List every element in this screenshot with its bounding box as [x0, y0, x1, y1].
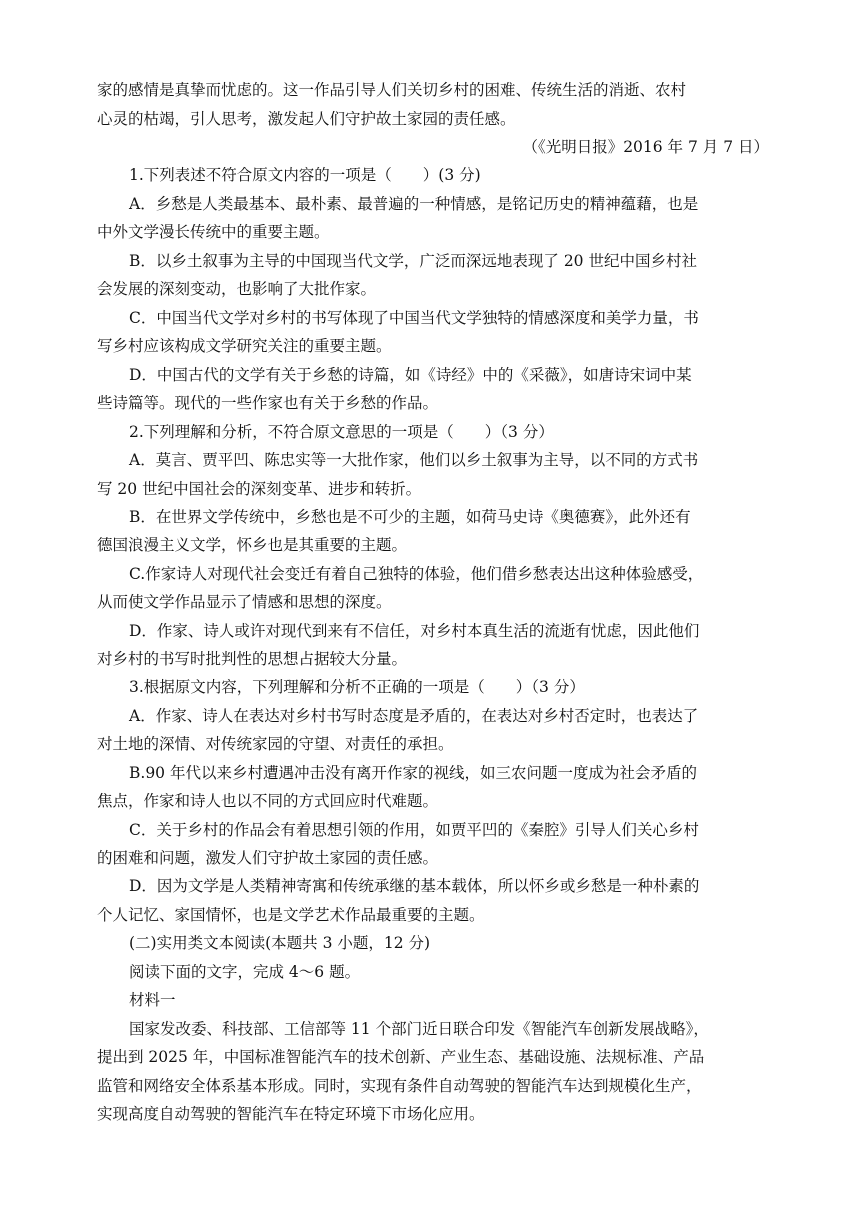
question-1-option-d: D．中国古代的文学有关于乡愁的诗篇，如《诗经》中的《采薇》，如唐诗宋词中某	[129, 366, 692, 384]
question-3-option-c-cont: 的困难和问题，激发人们守护故土家园的责任感。	[97, 849, 439, 867]
question-2-option-b-cont: 德国浪漫主义文学，怀乡也是其重要的主题。	[97, 536, 408, 554]
material-paragraph-line: 国家发改委、科技部、工信部等 11 个部门近日联合印发《智能汽车创新发展战略》，	[129, 1020, 709, 1038]
question-1-option-d-cont: 些诗篇等。现代的一些作家也有关于乡愁的作品。	[97, 394, 439, 412]
question-2-option-c: C.作家诗人对现代社会变迁有着自己独特的体验，他们借乡愁表达出这种体验感受，	[129, 565, 704, 583]
material-paragraph-line: 提出到 2025 年，中国标准智能汽车的技术创新、产业生态、基础设施、法规标准、产品	[97, 1048, 705, 1066]
material-label: 材料一	[129, 991, 176, 1009]
question-1-option-a: A．乡愁是人类最基本、最朴素、最普遍的一种情感，是铭记历史的精神蕴藉，也是	[129, 195, 699, 213]
source-citation: （《光明日报》2016 年 7 月 7 日）	[522, 138, 769, 156]
passage-line: 心灵的枯竭，引人思考，激发起人们守护故土家园的责任感。	[97, 110, 516, 128]
reading-instruction: 阅读下面的文字，完成 4～6 题。	[129, 963, 361, 981]
question-1-option-c-cont: 写乡村应该构成文学研究关注的重要主题。	[97, 337, 392, 355]
question-3-stem: 3.根据原文内容，下列理解和分析不正确的一项是（ ）（3 分）	[129, 678, 585, 696]
question-1-option-b: B．以乡土叙事为主导的中国现当代文学，广泛而深远地表现了 20 世纪中国乡村社	[129, 252, 697, 270]
question-1-option-c: C．中国当代文学对乡村的书写体现了中国当代文学独特的情感深度和美学力量，书	[129, 309, 699, 327]
question-2-stem: 2.下列理解和分析，不符合原文意思的一项是（ ）（3 分）	[129, 423, 554, 441]
material-paragraph-line: 监管和网络安全体系基本形成。同时，实现有条件自动驾驶的智能汽车达到规模化生产，	[97, 1077, 702, 1095]
passage-line: 家的感情是真挚而忧虑的。这一作品引导人们关切乡村的困难、传统生活的消逝、农村	[97, 81, 687, 99]
question-2-option-b: B．在世界文学传统中，乡愁也是不可少的主题，如荷马史诗《奥德赛》，此外还有	[129, 508, 691, 526]
section-heading: (二)实用类文本阅读(本题共 3 小题，12 分)	[129, 934, 431, 952]
question-3-option-b-cont: 焦点，作家和诗人也以不同的方式回应时代难题。	[97, 792, 439, 810]
question-2-option-a: A．莫言、贾平凹、陈忠实等一大批作家，他们以乡土叙事为主导，以不同的方式书	[129, 451, 699, 469]
question-2-option-d-cont: 对乡村的书写时批判性的思想占据较大分量。	[97, 650, 408, 668]
question-3-option-d-cont: 个人记忆、家国情怀，也是文学艺术作品最重要的主题。	[97, 906, 485, 924]
question-1-option-b-cont: 会发展的深刻变动，也影响了大批作家。	[97, 280, 377, 298]
question-3-option-b: B.90 年代以来乡村遭遇冲击没有离开作家的视线，如三农问题一度成为社会矛盾的	[129, 764, 697, 782]
material-paragraph-line: 实现高度自动驾驶的智能汽车在特定环境下市场化应用。	[97, 1105, 485, 1123]
question-1-option-a-cont: 中外文学漫长传统中的重要主题。	[97, 223, 330, 241]
question-3-option-a-cont: 对土地的深情、对传统家园的守望、对责任的承担。	[97, 735, 454, 753]
question-1-stem: 1.下列表述不符合原文内容的一项是（ ）(3 分)	[129, 166, 481, 184]
question-3-option-d: D．因为文学是人类精神寄寓和传统承继的基本载体，所以怀乡或乡愁是一种朴素的	[129, 877, 700, 895]
question-3-option-a: A．作家、诗人在表达对乡村书写时态度是矛盾的，在表达对乡村否定时，也表达了	[129, 707, 699, 725]
question-3-option-c: C．关于乡村的作品会有着思想引领的作用，如贾平凹的《秦腔》引导人们关心乡村	[129, 821, 699, 839]
question-2-option-c-cont: 从而使文学作品显示了情感和思想的深度。	[97, 593, 392, 611]
question-2-option-d: D．作家、诗人或许对现代到来有不信任，对乡村本真生活的流逝有忧虑，因此他们	[129, 622, 700, 640]
question-2-option-a-cont: 写 20 世纪中国社会的深刻变革、进步和转折。	[97, 480, 422, 498]
